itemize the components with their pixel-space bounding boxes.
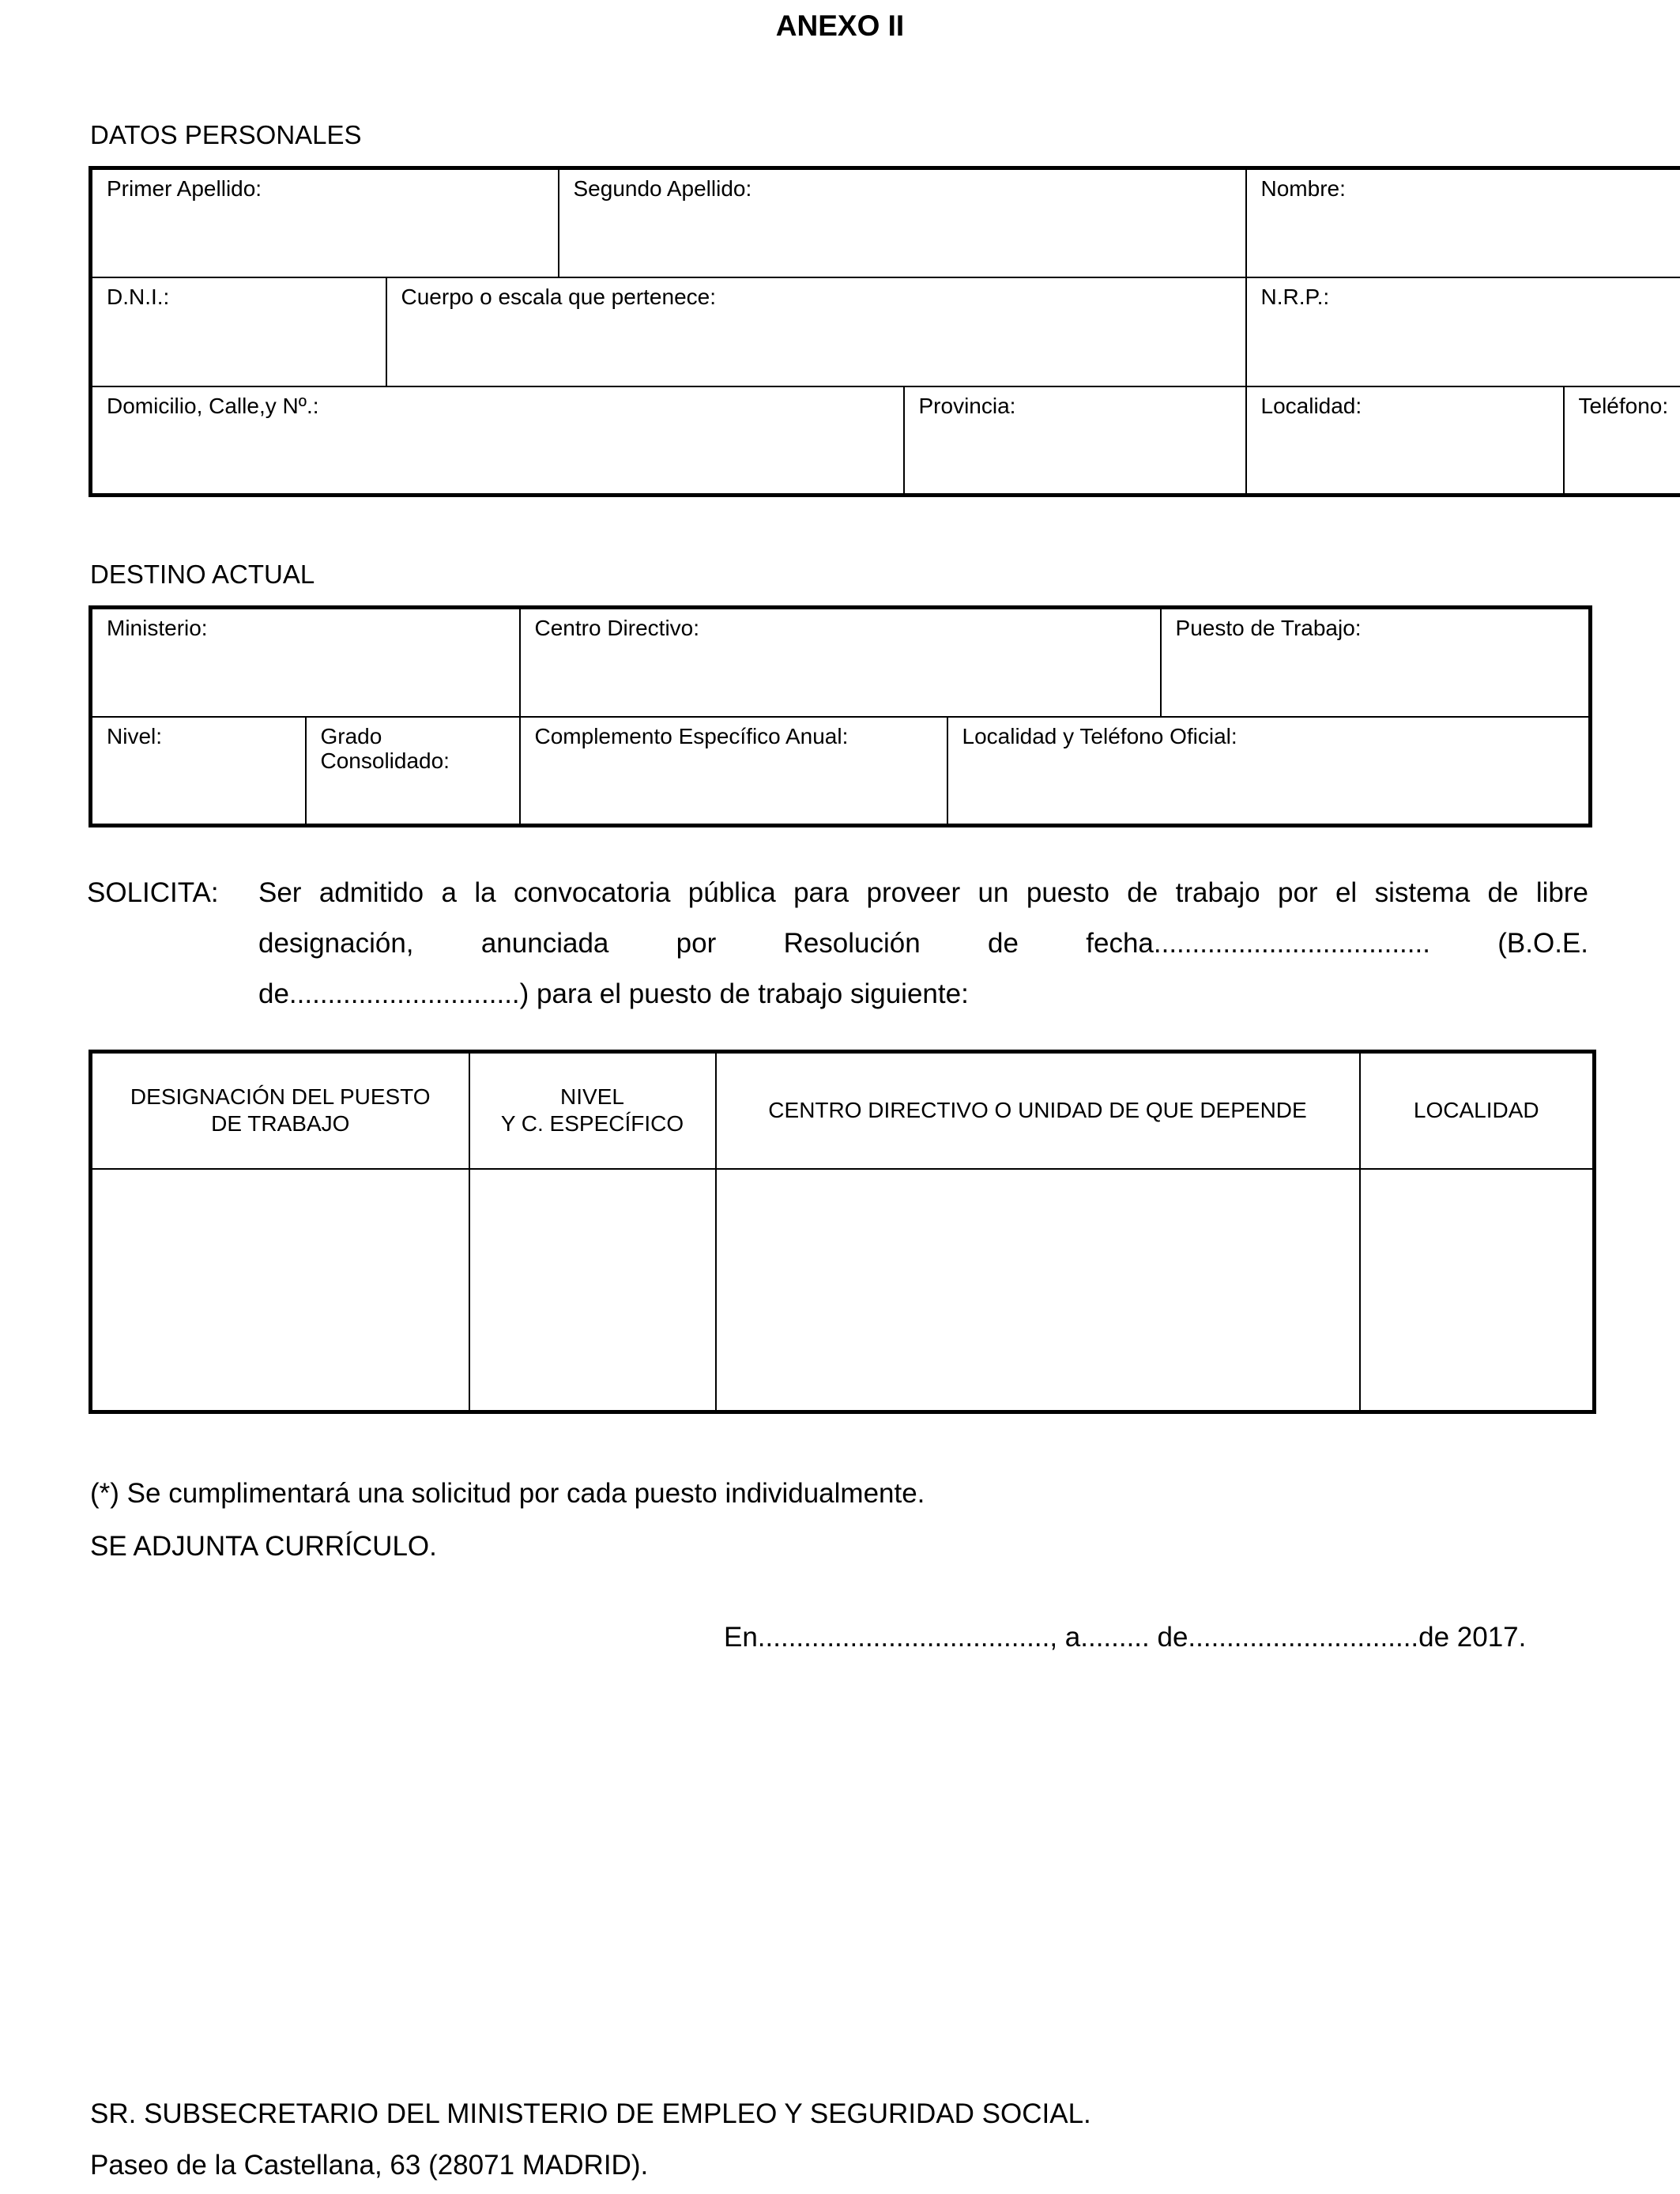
nivel-label: Nivel: [107,723,163,748]
designacion-cell[interactable] [91,1169,469,1412]
nombre-label: Nombre: [1260,176,1346,201]
nivel-header: NIVEL Y C. ESPECÍFICO [469,1052,716,1169]
nivel-field[interactable] [91,717,306,826]
domicilio-label: Domicilio, Calle,y Nº.: [107,393,319,418]
nrp-label: N.R.P.: [1260,284,1330,309]
grado-field[interactable] [306,717,520,826]
address-text: Paseo de la Castellana, 63 (28071 MADRID). [90,2150,649,2181]
puesto-entry-row [91,1169,1595,1412]
solicita-line-1: Ser admitido a la convocatoria pública para proveer un puesto de trabajo por el sistema de libre [258,877,1588,908]
note-text: (*) Se cumplimentará una solicitud por cada puesto individualmente. [90,1478,925,1509]
segundo-apellido-field[interactable] [559,168,1246,277]
puesto-header-row [91,1052,1595,1169]
domicilio-field[interactable] [91,386,904,496]
localidad-cell[interactable] [1360,1169,1595,1412]
solicita-line-2: designación, anunciada por Resolución de fecha.................................... (B.O.E. [258,928,1588,959]
designacion-header: DESIGNACIÓN DEL PUESTO DE TRABAJO [91,1052,469,1169]
localidad-field[interactable] [1246,386,1564,496]
telefono-field[interactable] [1564,386,1680,496]
destino-heading: DESTINO ACTUAL [90,560,315,589]
puesto-table [89,1050,1596,1414]
nombre-field[interactable] [1246,168,1680,277]
date-line: En......................................, a......... de..............................de 2017. [724,1622,1527,1653]
grado-label: Grado [320,723,382,748]
localidad-label: Localidad: [1260,393,1362,418]
centro-directivo-field[interactable] [520,608,1161,717]
telefono-label: Teléfono: [1578,393,1669,418]
localidad-telefono-field[interactable] [947,717,1591,826]
segundo-apellido-label: Segundo Apellido: [573,176,752,201]
localidad-telefono-label: Localidad y Teléfono Oficial: [962,723,1237,748]
nrp-field[interactable] [1246,277,1680,386]
recipient-text: SR. SUBSECRETARIO DEL MINISTERIO DE EMPLEO Y SEGURIDAD SOCIAL. [90,2098,1091,2129]
centro-directivo-header: CENTRO DIRECTIVO O UNIDAD DE QUE DEPENDE [716,1052,1360,1169]
solicita-label: SOLICITA: [87,877,219,908]
complemento-label: Complemento Específico Anual: [534,723,849,748]
primer-apellido-label: Primer Apellido: [107,176,262,201]
complemento-field[interactable] [520,717,947,826]
dni-field[interactable] [91,277,386,386]
personal-heading: DATOS PERSONALES [90,120,362,149]
cuerpo-label: Cuerpo o escala que pertenece: [401,284,716,309]
cuerpo-field[interactable] [386,277,1246,386]
ministerio-label: Ministerio: [107,616,208,640]
nivel-cell[interactable] [469,1169,716,1412]
provincia-label: Provincia: [918,393,1016,418]
puesto-trabajo-field[interactable] [1161,608,1591,717]
ministerio-field[interactable] [91,608,520,717]
primer-apellido-field[interactable] [91,168,559,277]
centro-directivo-cell[interactable] [716,1169,1360,1412]
page-title: ANEXO II [775,9,905,42]
provincia-field[interactable] [904,386,1246,496]
localidad-header: LOCALIDAD [1360,1052,1595,1169]
puesto-trabajo-label: Puesto de Trabajo: [1175,616,1362,640]
centro-directivo-label: Centro Directivo: [534,616,700,640]
adjunta-text: SE ADJUNTA CURRÍCULO. [90,1531,437,1562]
personal-data-table [89,166,1680,497]
consolidado-label: Consolidado: [320,748,450,773]
dni-label: D.N.I.: [107,284,170,309]
destino-table [89,605,1592,827]
solicita-line-3: de..............................) para el puesto de trabajo siguiente: [258,978,969,1009]
